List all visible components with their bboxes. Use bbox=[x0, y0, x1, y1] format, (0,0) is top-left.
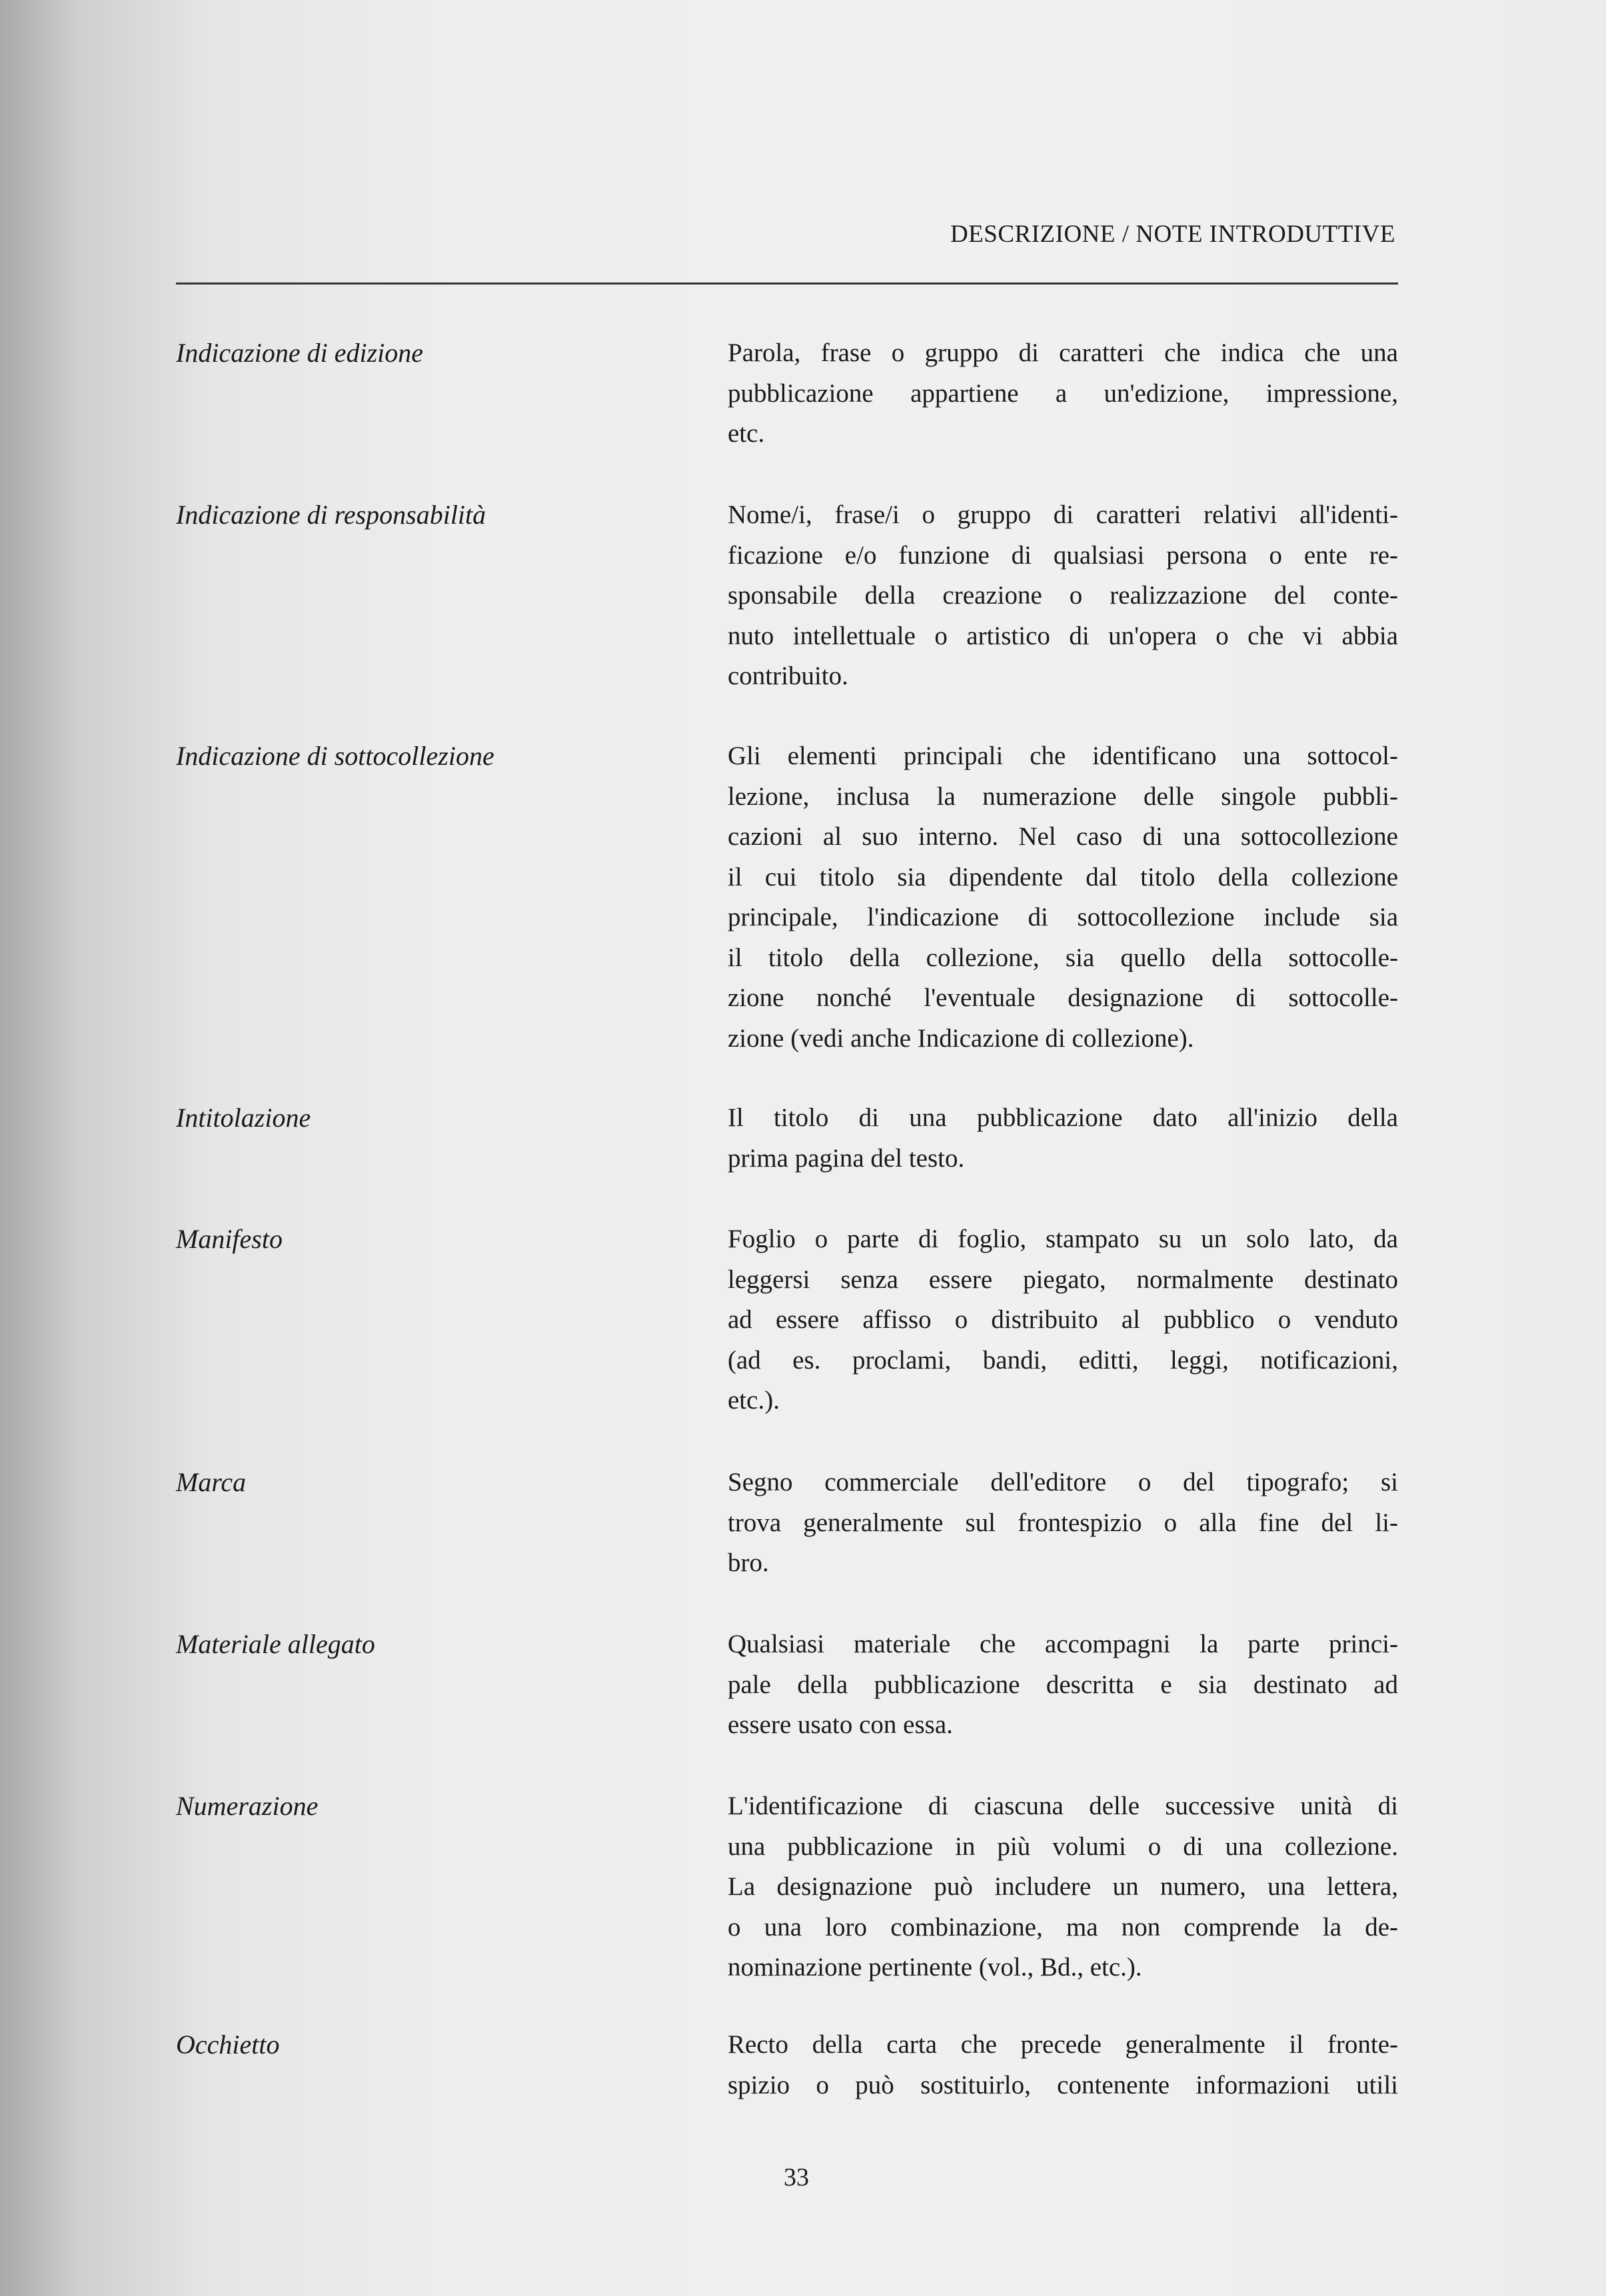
definition-line: cazioni al suo interno. Nel caso di una sottocollezione bbox=[728, 822, 1398, 851]
definition-line: Recto della carta che precede generalmente il fronte- bbox=[728, 2030, 1398, 2059]
definition-line: Qualsiasi materiale che accompagni la parte princi- bbox=[728, 1630, 1398, 1658]
definition-line: o una loro combinazione, ma non comprende la de- bbox=[728, 1912, 1398, 1942]
definition-line: leggersi senza essere piegato, normalmente destinato bbox=[728, 1265, 1398, 1294]
header-rule bbox=[176, 283, 1398, 285]
definition-line: una pubblicazione in più volumi o di una collezione. bbox=[728, 1832, 1398, 1861]
definition-line: zione nonché l'eventuale designazione di sottocolle- bbox=[728, 983, 1398, 1012]
definition-line: zione (vedi anche Indicazione di collezione). bbox=[728, 1023, 1194, 1053]
page-number: 33 bbox=[784, 2163, 809, 2191]
definition-line: etc.). bbox=[728, 1386, 780, 1415]
definition-line: (ad es. proclami, bandi, editti, leggi, notificazioni, bbox=[728, 1345, 1398, 1375]
entry-term: Materiale allegato bbox=[176, 1629, 375, 1659]
definition-line: essere usato con essa. bbox=[728, 1710, 953, 1739]
definition-line: trova generalmente sul frontespizio o alla fine del li- bbox=[728, 1508, 1398, 1537]
entry-definition bbox=[728, 1098, 1398, 1179]
entry-term: Indicazione di sottocollezione bbox=[176, 741, 494, 771]
entry-definition bbox=[728, 495, 1398, 697]
entry-definition bbox=[728, 2025, 1398, 2105]
definition-line: prima pagina del testo. bbox=[728, 1143, 965, 1173]
definition-line: lezione, inclusa la numerazione delle singole pubbli- bbox=[728, 782, 1398, 811]
entry-definition bbox=[728, 1786, 1398, 1988]
entry-term: Numerazione bbox=[176, 1791, 319, 1821]
definition-line: bro. bbox=[728, 1548, 769, 1577]
definition-line: Gli elementi principali che identificano una sottocol- bbox=[728, 742, 1398, 770]
entry-term: Indicazione di responsabilità bbox=[176, 500, 486, 530]
definition-line: sponsabile della creazione o realizzazione del conte- bbox=[728, 581, 1398, 610]
definition-line: Parola, frase o gruppo di caratteri che indica che una bbox=[728, 338, 1398, 367]
entry-term: Indicazione di edizione bbox=[176, 338, 424, 368]
entry-term: Intitolazione bbox=[176, 1103, 311, 1133]
entry-definition bbox=[728, 736, 1398, 1059]
definition-line: ficazione e/o funzione di qualsiasi persona o ente re- bbox=[728, 540, 1398, 570]
definition-line: spizio o può sostituirlo, contenente informazioni utili bbox=[728, 2070, 1398, 2099]
definition-line: nominazione pertinente (vol., Bd., etc.). bbox=[728, 1953, 1142, 1982]
definition-line: il cui titolo sia dipendente dal titolo della collezione bbox=[728, 862, 1398, 891]
entry-definition bbox=[728, 1219, 1398, 1421]
definition-line: Segno commerciale dell'editore o del tipografo; si bbox=[728, 1468, 1398, 1496]
definition-line: Il titolo di una pubblicazione dato all'inizio della bbox=[728, 1103, 1398, 1132]
entry-definition bbox=[728, 333, 1398, 454]
running-header: DESCRIZIONE / NOTE INTRODUTTIVE bbox=[950, 221, 1395, 248]
definition-line: Nome/i, frase/i o gruppo di caratteri relativi all'identi- bbox=[728, 500, 1398, 529]
definition-line: principale, l'indicazione di sottocollezione include sia bbox=[728, 903, 1398, 931]
entry-term: Manifesto bbox=[176, 1224, 283, 1254]
entry-term: Occhietto bbox=[176, 2029, 280, 2059]
entry-definition bbox=[728, 1624, 1398, 1746]
definition-line: nuto intellettuale o artistico di un'opera o che vi abbia bbox=[728, 621, 1398, 650]
definition-line: La designazione può includere un numero, una lettera, bbox=[728, 1872, 1398, 1901]
definition-line: etc. bbox=[728, 419, 765, 448]
definition-line: ad essere affisso o distribuito al pubblico o venduto bbox=[728, 1305, 1398, 1334]
entry-term: Marca bbox=[176, 1467, 247, 1497]
definition-line: il titolo della collezione, sia quello della sottocolle- bbox=[728, 943, 1398, 972]
definition-line: Foglio o parte di foglio, stampato su un solo lato, da bbox=[728, 1225, 1398, 1253]
entry-definition bbox=[728, 1462, 1398, 1584]
definition-line: pale della pubblicazione descritta e sia destinato ad bbox=[728, 1670, 1398, 1699]
definition-line: pubblicazione appartiene a un'edizione, impressione, bbox=[728, 378, 1398, 408]
definition-line: contribuito. bbox=[728, 662, 848, 690]
definition-line: L'identificazione di ciascuna delle successive unità di bbox=[728, 1792, 1398, 1820]
